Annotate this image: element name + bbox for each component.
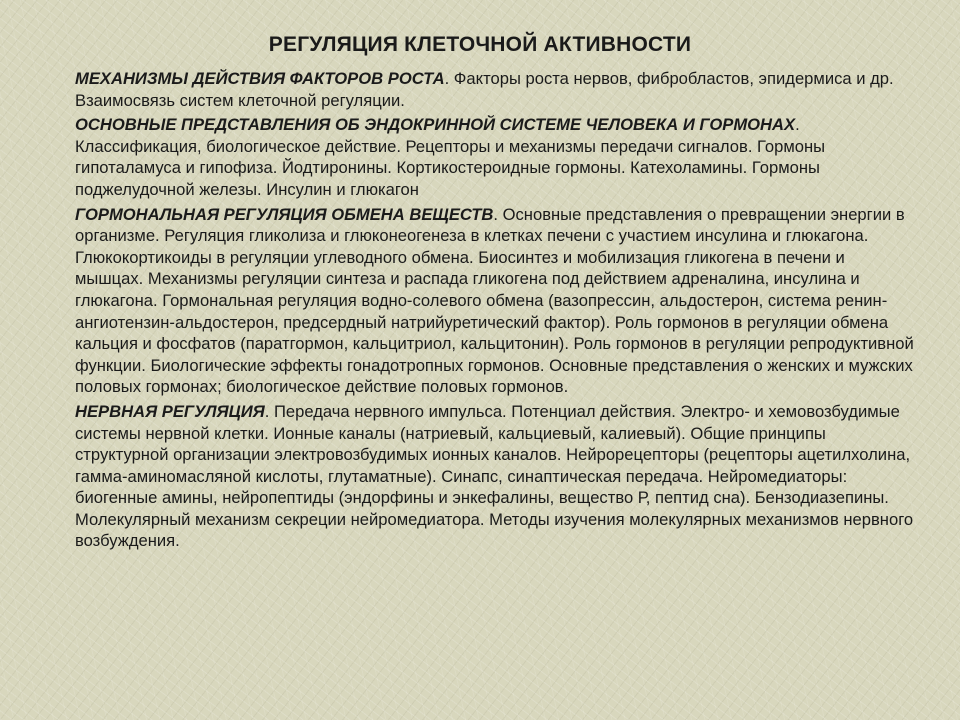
section-heading: МЕХАНИЗМЫ ДЕЙСТВИЯ ФАКТОРОВ РОСТА <box>75 69 445 88</box>
section-growth-factors <box>75 68 915 111</box>
section-heading: НЕРВНАЯ РЕГУЛЯЦИЯ <box>75 401 265 421</box>
section-heading: ГОРМОНАЛЬНАЯ РЕГУЛЯЦИЯ ОБМЕНА ВЕЩЕСТВ <box>75 204 494 224</box>
section-text: . Факторы роста нервов, фибробластов, эпидермиса и др. Взаимосвязь систем клеточной регуляции. <box>75 69 894 110</box>
section-heading: ОСНОВНЫЕ ПРЕДСТАВЛЕНИЯ ОБ ЭНДОКРИННОЙ СИСТЕМЕ ЧЕЛОВЕКА И ГОРМОНАХ <box>75 115 796 135</box>
section-nervous-regulation <box>75 401 915 552</box>
section-endocrine-system <box>75 114 915 200</box>
section-text: . Основные представления о превращении энергии в организме. Регуляция гликолиза и глюконеогенеза в клетках печени с участием инсулина и глюкагона. Глюкокортикоиды в регуляции углеводного обмена. Биосинтез и мобилизация гликогена в печени и мышцах. Механизмы регуляции синтеза и распада гликогена под действием адреналина, инсулина и глюкагона. Гормональная регуляция водно-солевого обмена (вазопрессин, альдостерон, система ренин-ангиотензин-альдостерон, предсердный натрийуретический фактор). Роль гормонов в регуляции обмена кальция и фосфатов (паратгормон, кальцитриол, кальцитонин). Роль гормонов в регуляции репродуктивной функции. Биологические эффекты гонадотропных гормонов. Основные представления о женских и мужских половых гормонах; биологическое действие половых гормонов. <box>75 204 914 397</box>
slide-content <box>75 68 915 555</box>
section-text: . Передача нервного импульса. Потенциал действия. Электро- и хемовозбудимые системы нервной клетки. Ионные каналы (натриевый, кальциевый, калиевый). Общие принципы структурной организации электровозбудимых ионных каналов. Нейрорецепторы (рецепторы ацетилхолина, гамма-аминомасляной кислоты, глутаматные). Синапс, синаптическая передача. Нейромедиаторы: биогенные амины, нейропептиды (эндорфины и энкефалины, вещество Р, пептид сна). Бензодиазепины. Молекулярный механизм секреции нейромедиатора. Методы изучения молекулярных механизмов нервного возбуждения. <box>75 401 914 551</box>
section-hormonal-regulation <box>75 204 915 398</box>
section-text: . Классификация, биологическое действие. Рецепторы и механизмы передачи сигналов. Гормоны гипоталамуса и гипофиза. Йодтиронины. Кортикостероидные гормоны. Катехоламины. Гормоны поджелудочной железы. Инсулин и глюкагон <box>75 115 826 199</box>
slide-title: РЕГУЛЯЦИЯ КЛЕТОЧНОЙ АКТИВНОСТИ <box>268 33 692 56</box>
